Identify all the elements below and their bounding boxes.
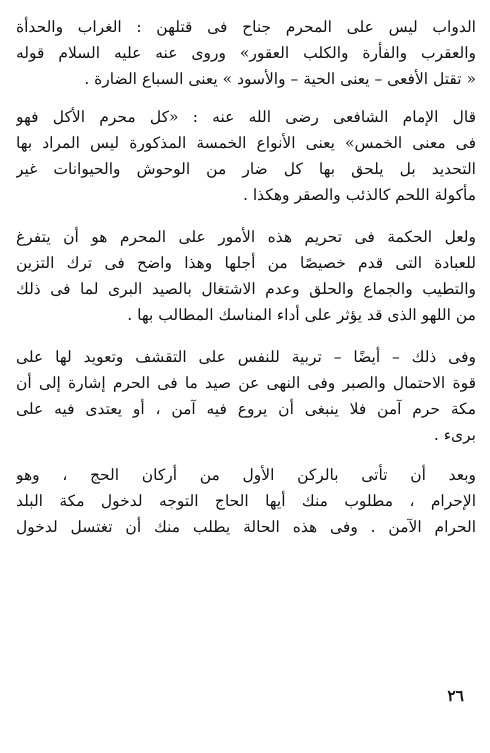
text-line: والعقرب والفأرة والكلب العقور» وروى عنه عليه السلام قوله bbox=[16, 44, 476, 62]
text-line: الدواب ليس على المحرم جناح فى قتلهن : الغراب والحدأة bbox=[16, 18, 476, 36]
text-line: وبعد أن تأتى بالركن الأول من أركان الحج ، وهو bbox=[16, 466, 476, 484]
text-line: التحديد بل يلحق بها كل ضار من الوحوش والحيوانات غير bbox=[16, 160, 476, 178]
text-line: الحرام الآمن . وفى هذه الحالة يطلب منك أن تغتسل لدخول bbox=[16, 518, 476, 536]
page-body bbox=[16, 14, 476, 554]
text-line: الإحرام ، مطلوب منك أيها الحاج التوجه لدخول مكة البلد bbox=[16, 492, 476, 510]
text-line: للعبادة التى قدم خصيصًا من أجلها وهذا واضح فى ترك التزين bbox=[16, 254, 476, 272]
page-number: ٢٦ bbox=[447, 686, 464, 705]
text-line: ولعل الحكمة فى تحريم هذه الأمور على المحرم هو أن يتفرغ bbox=[16, 228, 476, 246]
paragraph-4 bbox=[16, 344, 476, 448]
text-line: مكة حرم آمن فلا ينبغى أن يروع فيه آمن ، أو يعتدى فيه على bbox=[16, 400, 476, 418]
text-line: برىء . bbox=[433, 426, 476, 444]
paragraph-1 bbox=[16, 14, 476, 92]
paragraph-3 bbox=[16, 224, 476, 328]
text-line: من اللهو الذى قد يؤثر على أداء المناسك المطالب بها . bbox=[127, 306, 476, 324]
paragraph-5 bbox=[16, 462, 476, 540]
text-line: قوة الاحتمال والصبر وفى النهى عن صيد ما فى الحرم إشارة إلى أن bbox=[16, 374, 476, 392]
text-line: والتطيب والجماع والحلق وعدم الاشتغال بالصيد البرى لما فى ذلك bbox=[16, 280, 476, 298]
text-line: قال الإمام الشافعى رضى الله عنه : «كل محرم الأكل فهو bbox=[16, 108, 476, 126]
text-line: فى معنى الخمس» يعنى الأنواع الخمسة المذكورة ليس المراد بها bbox=[16, 134, 476, 152]
text-line: مأكولة اللحم كالذئب والصقر وهكذا . bbox=[243, 186, 476, 204]
text-line: وفى ذلك – أيضًا – تربية للنفس على التقشف وتعويد لها على bbox=[16, 348, 476, 366]
paragraph-2 bbox=[16, 104, 476, 208]
text-line: « تقتل الأفعى – يعنى الحية – والأسود » يعنى السباع الضارة . bbox=[84, 70, 476, 88]
